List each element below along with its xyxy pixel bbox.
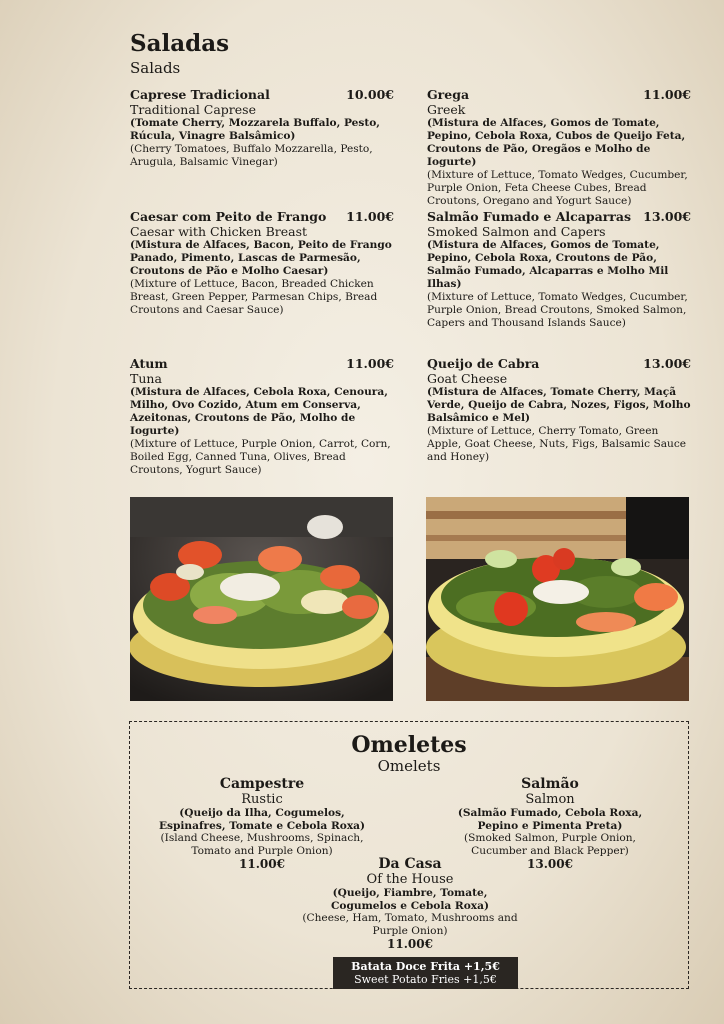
- salads-title: Saladas: [130, 30, 230, 57]
- sweet-potato-fries-badge: [333, 957, 518, 989]
- item-desc-en: (Cherry Tomatoes, Buffalo Mozzarella, Pesto, Arugula, Balsamic Vinegar): [130, 143, 373, 168]
- item-name: Caprese Tradicional: [130, 87, 270, 102]
- omelets-title: Omeletes: [351, 732, 467, 758]
- menu-item: [130, 356, 394, 477]
- omelet-item: [300, 856, 520, 952]
- item-price: 13.00€: [527, 857, 573, 871]
- item-desc-pt: (Mistura de Alfaces, Gomos de Tomate, Pepino, Cebola Roxa, Croutons de Pão, Salmão Fumado, Alcaparras e Molho Mil Ilhas): [427, 239, 669, 290]
- item-price: 13.00€: [643, 356, 691, 371]
- item-desc-pt: (Mistura de Alfaces, Bacon, Peito de Frango Panado, Pimento, Lascas de Parmesão, Croutons de Pão e Molho Caesar): [130, 239, 392, 277]
- omelets-section: [129, 721, 689, 989]
- item-name: Atum: [130, 356, 168, 371]
- fries-label-pt: Batata Doce Frita +1,5€: [351, 960, 500, 973]
- item-price: 11.00€: [643, 87, 691, 102]
- item-price: 11.00€: [346, 209, 394, 224]
- item-name: Queijo de Cabra: [427, 356, 540, 371]
- item-name: Da Casa: [378, 856, 442, 872]
- item-name-en: Rustic: [241, 792, 283, 807]
- item-name-en: Greek: [427, 102, 466, 117]
- item-name: Salmão: [521, 776, 579, 792]
- item-desc-en: (Mixture of Lettuce, Purple Onion, Carrot, Corn, Boiled Egg, Canned Tuna, Olives, Bread Croutons, Yogurt Sauce): [130, 438, 391, 476]
- menu-item: [130, 209, 394, 317]
- item-desc-en: (Island Cheese, Mushrooms, Spinach, Tomato and Purple Onion): [160, 832, 364, 857]
- item-price: 13.00€: [643, 209, 691, 224]
- fries-label-en: Sweet Potato Fries +1,5€: [354, 973, 497, 986]
- item-name-en: Salmon: [525, 792, 575, 807]
- item-desc-en: (Smoked Salmon, Purple Onion, Cucumber and Black Pepper): [464, 832, 636, 857]
- omelets-subtitle: Omelets: [377, 757, 441, 775]
- item-price: 11.00€: [239, 857, 285, 871]
- item-desc-en: (Mixture of Lettuce, Cherry Tomato, Green Apple, Goat Cheese, Nuts, Figs, Balsamic Sauce and Honey): [427, 425, 687, 463]
- salad-photo-right: [426, 497, 689, 701]
- menu-item: [427, 356, 691, 464]
- item-name-en: Traditional Caprese: [130, 102, 256, 117]
- item-desc-pt: (Salmão Fumado, Cebola Roxa, Pepino e Pimenta Preta): [457, 807, 643, 832]
- menu-item: [427, 209, 691, 330]
- item-desc-pt: (Queijo, Fiambre, Tomate, Cogumelos e Cebola Roxa): [330, 887, 489, 912]
- salads-subtitle: Salads: [130, 59, 181, 77]
- item-desc-en: (Mixture of Lettuce, Bacon, Breaded Chicken Breast, Green Pepper, Parmesan Chips, Bread Croutons and Caesar Sauce): [130, 278, 378, 316]
- item-price: 11.00€: [387, 937, 433, 951]
- menu-item: [427, 87, 691, 208]
- item-desc-pt: (Mistura de Alfaces, Cebola Roxa, Cenoura, Milho, Ovo Cozido, Atum em Conserva, Azeitonas, Croutons de Pão, Molho de Iogurte): [130, 386, 388, 437]
- item-price: 10.00€: [346, 87, 394, 102]
- item-desc-pt: (Mistura de Alfaces, Gomos de Tomate, Pepino, Cebola Roxa, Cubos de Queijo Feta, Croutons de Pão, Oregãos e Molho de Iogurte): [427, 117, 686, 168]
- item-name: Caesar com Peito de Frango: [130, 209, 327, 224]
- item-name: Grega: [427, 87, 470, 102]
- item-desc-en: (Cheese, Ham, Tomato, Mushrooms and Purple Onion): [302, 912, 518, 937]
- item-price: 11.00€: [346, 356, 394, 371]
- salad-photo-left: [130, 497, 393, 701]
- item-desc-pt: (Mistura de Alfaces, Tomate Cherry, Maçã Verde, Queijo de Cabra, Nozes, Figos, Molho Balsâmico e Mel): [427, 386, 691, 424]
- item-name-en: Goat Cheese: [427, 371, 508, 386]
- item-name: Campestre: [219, 776, 305, 792]
- item-name-en: Caesar with Chicken Breast: [130, 224, 308, 239]
- menu-item: [130, 87, 394, 169]
- item-name-en: Smoked Salmon and Capers: [427, 224, 606, 239]
- item-name: Salmão Fumado e Alcaparras: [427, 209, 631, 224]
- item-desc-pt: (Tomate Cherry, Mozzarela Buffalo, Pesto, Rúcula, Vinagre Balsâmico): [130, 117, 380, 142]
- item-name-en: Of the House: [366, 872, 454, 887]
- item-desc-pt: (Queijo da Ilha, Cogumelos, Espinafres, Tomate e Cebola Roxa): [158, 807, 366, 832]
- item-desc-en: (Mixture of Lettuce, Tomato Wedges, Cucumber, Purple Onion, Bread Croutons, Smoked Salmon, Capers and Thousand Islands Sauce): [427, 291, 688, 329]
- item-desc-en: (Mixture of Lettuce, Tomato Wedges, Cucumber, Purple Onion, Feta Cheese Cubes, Bread Croutons, Oregano and Yogurt Sauce): [427, 169, 688, 207]
- item-name-en: Tuna: [130, 371, 162, 386]
